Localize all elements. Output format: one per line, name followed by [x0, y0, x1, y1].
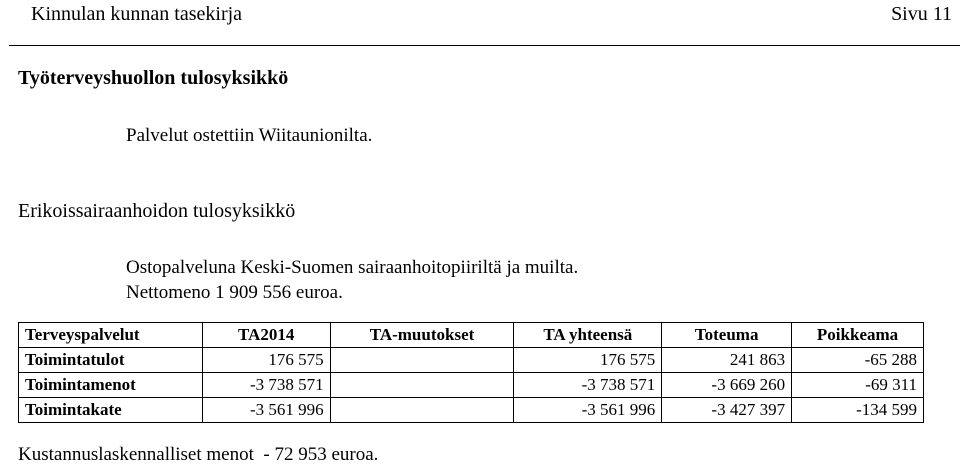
- header-divider: [9, 45, 960, 46]
- column-header: TA-muutokset: [330, 323, 514, 348]
- table-cell: 176 575: [514, 348, 662, 373]
- table-row: [19, 373, 924, 398]
- table-cell: [330, 373, 514, 398]
- section-text-erikoissairaanhoito-1: Ostopalveluna Keski-Suomen sairaanhoitopiiriltä ja muilta.: [126, 257, 579, 278]
- table-cell: -65 288: [792, 348, 924, 373]
- section-title-erikoissairaanhoito: Erikoissairaanhoidon tulosyksikkö: [18, 200, 296, 222]
- row-label: Toimintamenot: [19, 373, 203, 398]
- table-cell: -3 427 397: [662, 398, 792, 423]
- table-row: [19, 348, 924, 373]
- table-cell: [330, 348, 514, 373]
- table-cell: -3 561 996: [514, 398, 662, 423]
- footnote: Kustannuslaskennalliset menot - 72 953 euroa.: [18, 444, 379, 465]
- table-cell: 241 863: [662, 348, 792, 373]
- table-cell: -134 599: [792, 398, 924, 423]
- row-label: Toimintatulot: [19, 348, 203, 373]
- section-text-erikoissairaanhoito-2: Nettomeno 1 909 556 euroa.: [126, 282, 343, 303]
- table-row: [19, 398, 924, 423]
- table-cell: -69 311: [792, 373, 924, 398]
- table-header-row: [19, 323, 924, 348]
- table-cell: 176 575: [202, 348, 330, 373]
- table-cell: -3 738 571: [202, 373, 330, 398]
- table-cell: [330, 398, 514, 423]
- document-title: Kinnulan kunnan tasekirja: [31, 3, 243, 25]
- column-header: TA yhteensä: [514, 323, 662, 348]
- row-label: Toimintakate: [19, 398, 203, 423]
- column-header: Terveyspalvelut: [19, 323, 203, 348]
- section-title-tyoterveyshuolto: Työterveyshuollon tulosyksikkö: [18, 67, 289, 89]
- table-cell: -3 561 996: [202, 398, 330, 423]
- page-number: Sivu 11: [891, 3, 952, 25]
- section-text-tyoterveyshuolto: Palvelut ostettiin Wiitaunionilta.: [126, 125, 373, 146]
- column-header: Toteuma: [662, 323, 792, 348]
- column-header: TA2014: [202, 323, 330, 348]
- column-header: Poikkeama: [792, 323, 924, 348]
- table-cell: -3 669 260: [662, 373, 792, 398]
- table-cell: -3 738 571: [514, 373, 662, 398]
- finance-table: [18, 322, 924, 423]
